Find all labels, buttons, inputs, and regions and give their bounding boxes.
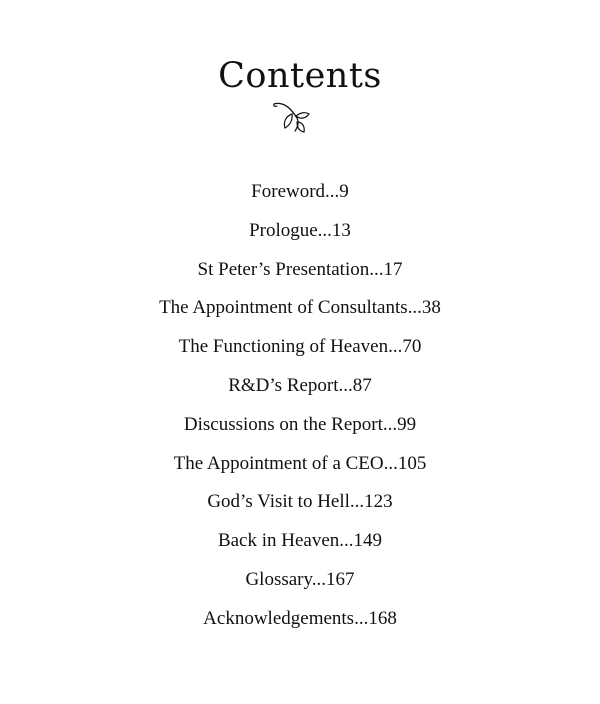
toc-entry: Glossary...167 (245, 568, 355, 590)
toc-entry: The Appointment of Consultants...38 (159, 297, 441, 319)
toc-entry: Prologue...13 (249, 219, 351, 241)
toc-entry: St Peter’s Presentation...17 (197, 258, 403, 280)
toc-entry: Foreword...9 (251, 181, 349, 202)
toc-entry: Back in Heaven...149 (217, 530, 383, 552)
toc-entry: The Functioning of Heaven...70 (178, 336, 422, 358)
toc-entry: Discussions on the Report...99 (183, 413, 417, 435)
toc-entry: The Appointment of a CEO...105 (173, 452, 427, 474)
table-of-contents (0, 178, 600, 644)
page-title: Contents (218, 56, 382, 96)
toc-entry: R&D’s Report...87 (228, 374, 372, 396)
sprig-ornament-icon (272, 100, 312, 136)
toc-entry: God’s Visit to Hell...123 (207, 491, 393, 513)
toc-entry: Acknowledgements...168 (203, 607, 397, 629)
